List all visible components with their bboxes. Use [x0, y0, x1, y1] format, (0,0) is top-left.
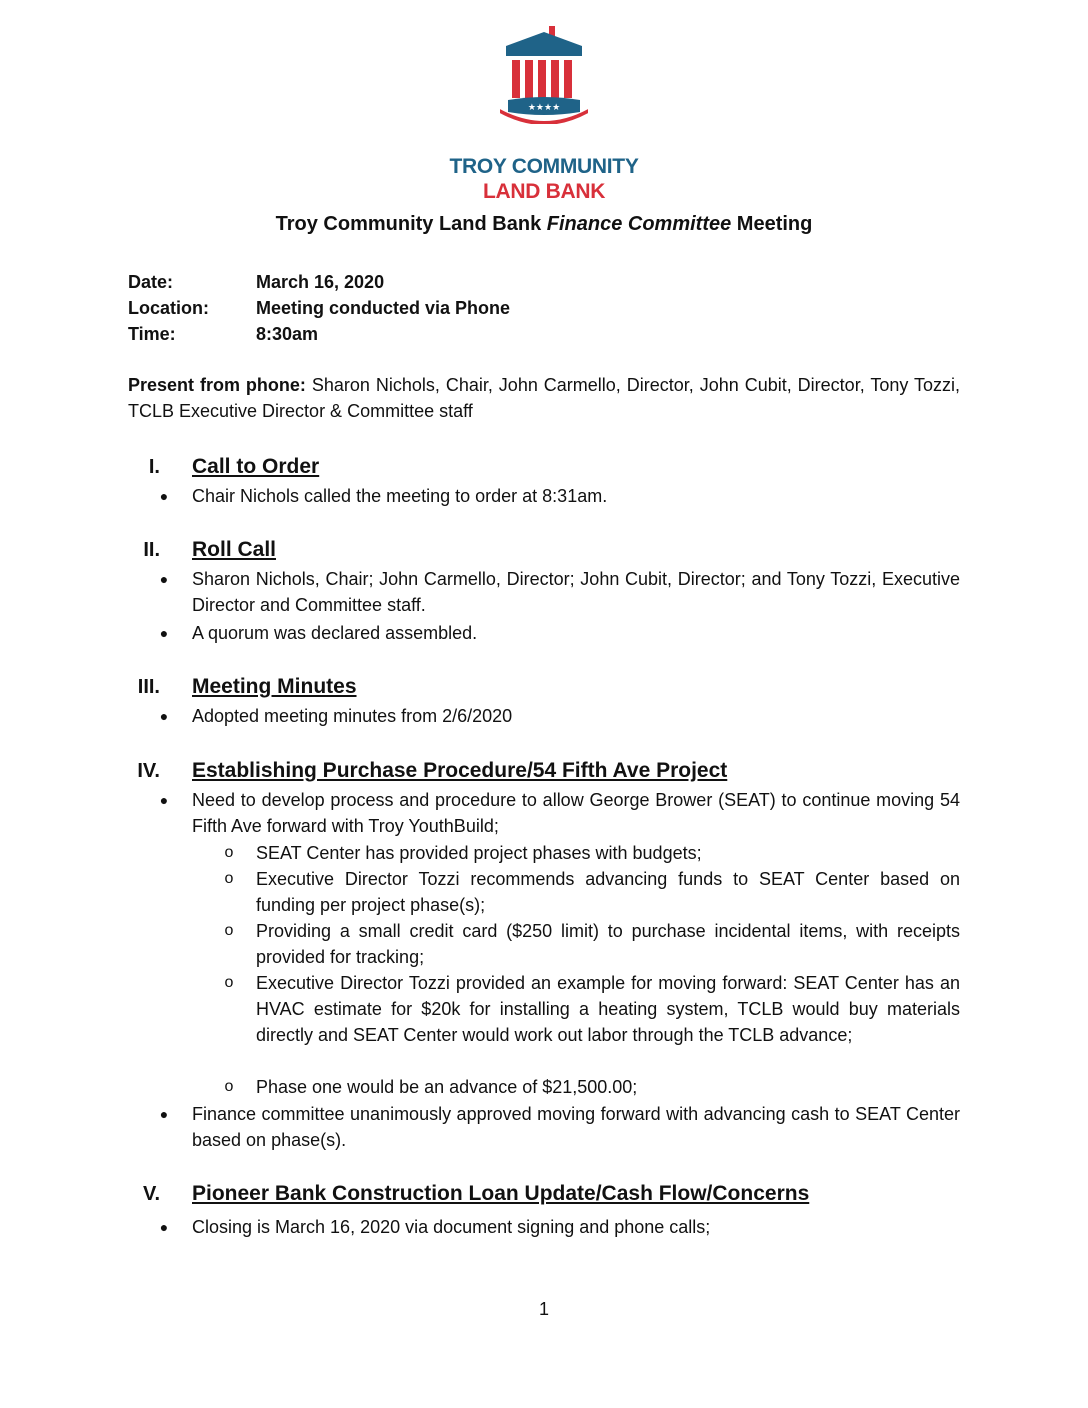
section-title: Establishing Purchase Procedure/54 Fifth Ave Project — [192, 759, 728, 782]
section-number: IV. — [137, 760, 160, 782]
sub-list-item: SEAT Center has provided project phases with budgets; — [256, 843, 702, 863]
location-label: Location: — [128, 298, 209, 318]
attendance-paragraph — [128, 372, 960, 424]
sub-bullet-icon: o — [224, 870, 234, 887]
list-item: Closing is March 16, 2020 via document signing and phone calls; — [192, 1217, 711, 1237]
bullet-icon: ● — [159, 708, 169, 724]
list-item: A quorum was declared assembled. — [192, 623, 478, 643]
list-item: Sharon Nichols, Chair; John Carmello, Director; John Cubit, Director; and Tony Tozzi, Executive Director and Committee staff. — [192, 569, 960, 615]
bullet-icon: ● — [159, 1106, 169, 1122]
section-title: Roll Call — [192, 538, 277, 561]
bullet-icon: ● — [159, 571, 169, 587]
list-item: Need to develop process and procedure to allow George Brower (SEAT) to continue moving 54 Fifth Ave forward with Troy YouthBuild; — [192, 790, 960, 836]
document-title — [128, 210, 960, 238]
list-item: Adopted meeting minutes from 2/6/2020 — [192, 706, 513, 726]
land-bank-logo — [434, 24, 654, 203]
bullet-icon: ● — [159, 1219, 169, 1235]
present-label: Present from phone: — [128, 375, 306, 395]
list-item: Chair Nichols called the meeting to order at 8:31am. — [192, 486, 608, 506]
capitol-hat-icon — [500, 24, 588, 124]
title-suffix: Meeting — [731, 213, 813, 235]
page-number: 1 — [538, 1299, 549, 1319]
list-item: Finance committee unanimously approved moving forward with advancing cash to SEAT Center based on phase(s). — [192, 1104, 960, 1150]
date-value: March 16, 2020 — [256, 272, 385, 292]
section-title: Meeting Minutes — [192, 675, 357, 698]
bullet-icon: ● — [159, 792, 169, 808]
section-title: Call to Order — [192, 455, 320, 478]
section-number: II. — [143, 539, 160, 561]
bullet-icon: ● — [159, 625, 169, 641]
sub-list-item: Executive Director Tozzi recommends advancing funds to SEAT Center based on funding per project phase(s); — [256, 869, 960, 915]
bullet-icon: ● — [159, 488, 169, 504]
sub-bullet-icon: o — [224, 1078, 234, 1095]
section-title: Pioneer Bank Construction Loan Update/Cash Flow/Concerns — [192, 1182, 810, 1205]
title-prefix: Troy Community Land Bank — [275, 213, 547, 235]
sub-list-item: Executive Director Tozzi provided an example for moving forward: SEAT Center has an HVAC estimate for $20k for installing a heating system, TCLB would buy materials directly and SEAT Center would work out labor through the TCLB advance; — [256, 973, 960, 1045]
title-italic: Finance Committee — [546, 213, 732, 235]
sub-bullet-icon: o — [224, 974, 234, 991]
svg-text:★★★★: ★★★★ — [527, 103, 561, 113]
section-number: I. — [148, 456, 160, 478]
sub-list-item: Phase one would be an advance of $21,500.00; — [256, 1077, 638, 1097]
section-number: III. — [137, 676, 160, 698]
time-label: Time: — [128, 324, 176, 344]
present-text: Sharon Nichols, Chair, John Carmello, Director, John Cubit, Director, Tony Tozzi, TCLB Executive Director & Committee staff — [128, 375, 960, 421]
sub-bullet-icon: o — [224, 922, 234, 939]
logo-text-line1: TROY COMMUNITY — [449, 155, 639, 178]
sub-list-item: Providing a small credit card ($250 limit) to purchase incidental items, with receipts provided for tracking; — [256, 921, 960, 967]
sub-bullet-icon: o — [224, 844, 234, 861]
time-value: 8:30am — [256, 324, 319, 344]
date-label: Date: — [128, 272, 174, 292]
location-value: Meeting conducted via Phone — [256, 298, 511, 318]
logo-text-line2: LAND BANK — [482, 180, 606, 203]
section-number: V. — [142, 1183, 160, 1205]
